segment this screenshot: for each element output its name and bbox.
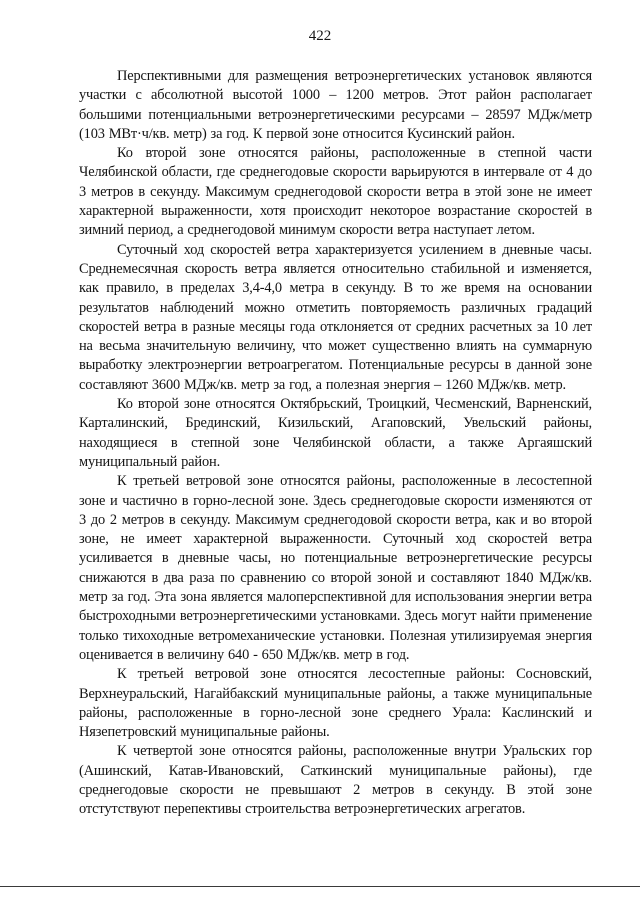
paragraph-5: К третьей ветровой зоне относятся районы, расположенные в лесостепной зоне и частично в горно-лесной зоне. Здесь среднегодовые скорости изменяются от 3 до 2 метров в секунду. Максимум среднегодовой скорости ветра, как и во второй зоне, не имеет характерной выраженности. Суточный ход скоростей ветра усиливается в дневные часы, но потенциальные ветроэнергетические ресурсы снижаются в два раза по сравнению со второй зоной и составляют 1840 МДж/кв. метр за год. Эта зона является малоперспективной для использования энергии ветра быстроходными ветроэнергетическими установками. Здесь могут найти применение только тихоходные ветромеханические установки. Полезная утилизируемая энергия оценивается в величину 640 - 650 МДж/кв. метр в год.	[79, 473, 592, 663]
paragraph-6: К третьей ветровой зоне относятся лесостепные районы: Сосновский, Верхнеуральский, Нагайбакский муниципальные районы, а также муниципальные районы, расположенные в горно-лесной зоне среднего Урала: Каслинский и Нязепетровский муниципальные районы.	[79, 666, 592, 741]
paragraph-3: Суточный ход скоростей ветра характеризуется усилением в дневные часы. Среднемесячная скорость ветра является относительно стабильной и изменяется, как правило, в пределах 3,4-4,0 метра в секунду. В то же время на основании результатов наблюдений можно отметить повторяемость различных градаций скоростей ветра в разные месяцы года отклоняется от средних расчетных за 10 лет на весьма значительную величину, что может существенно влиять на суммарную выработку электроэнергии ветроагрегатом. Потенциальные ресурсы в данной зоне составляют 3600 МДж/кв. метр за год, а полезная энергия – 1260 МДж/кв. метр.	[79, 241, 592, 393]
page-number: 422	[308, 28, 332, 44]
paragraph-4: Ко второй зоне относятся Октябрьский, Троицкий, Чесменский, Варненский, Карталинский, Брединский, Кизильский, Агаповский, Увельский районы, находящиеся в степной зоне Челябинской области, а также Аргаяшский муниципальный район.	[79, 396, 592, 470]
document-body	[79, 67, 592, 820]
paragraph-7: К четвертой зоне относятся районы, расположенные внутри Уральских гор (Ашинский, Катав-Ивановский, Саткинский муниципальные районы), где среднегодовые скорости не превышают 2 метров в секунду. В этой зоне отстутствуют перепективы строительства ветроэнергетических агрегатов.	[79, 743, 592, 818]
paragraph-1: Перспективными для размещения ветроэнергетических установок являются участки с абсолютной высотой 1000 – 1200 метров. Этот район располагает большими потенциальными ветроэнергетическими ресурсами – 28597 МДж/метр (103 МВт·ч/кв. метр) за год. К первой зоне относится Кусинский район.	[79, 68, 592, 142]
footer-divider	[0, 886, 640, 887]
paragraph-2: Ко второй зоне относятся районы, расположенные в степной части Челябинской области, где среднегодовые скорости варьируются в интервале от 4 до 3 метров в секунду. Максимум среднегодовой скорости ветра в этой зоне не имеет характерной выраженности, хотя происходит некоторое возрастание скоростей в зимний период, а среднегодовой минимум скорости ветра наступает летом.	[79, 145, 592, 239]
